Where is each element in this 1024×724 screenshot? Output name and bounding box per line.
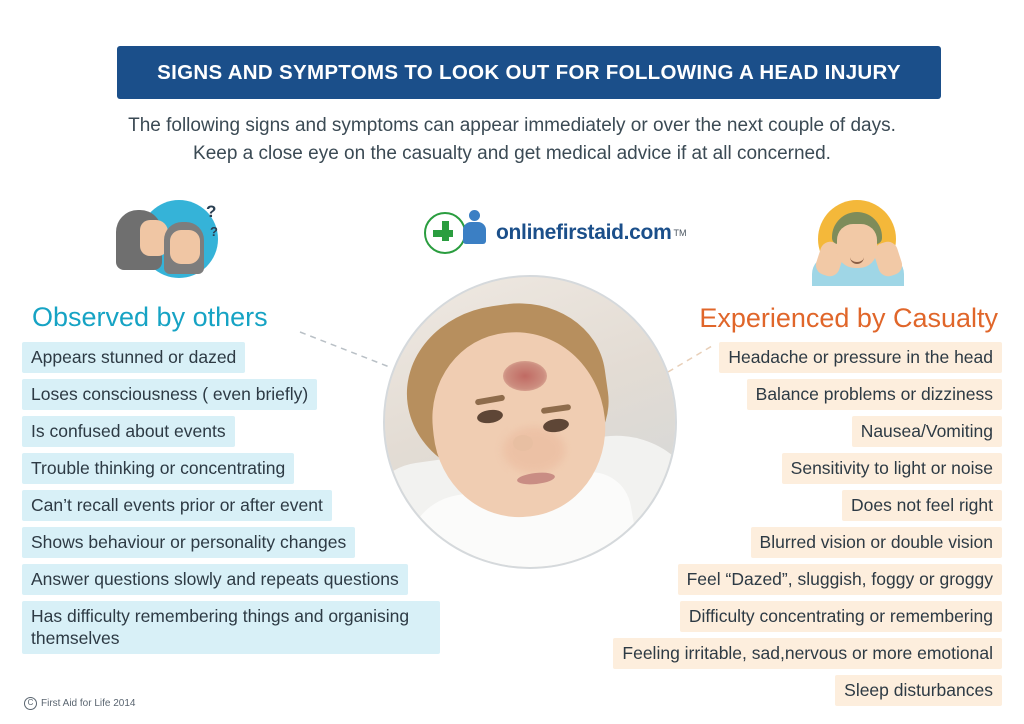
intro-line-1: The following signs and symptoms can appear immediately or over the next couple of days. <box>128 115 896 136</box>
list-item: Feeling irritable, sad,nervous or more emotional <box>613 638 1002 669</box>
copyright-icon: C <box>24 697 37 710</box>
page-title: SIGNS AND SYMPTOMS TO LOOK OUT FOR FOLLOWING A HEAD INJURY <box>157 60 901 84</box>
list-item: Has difficulty remembering things and organising themselves <box>22 601 440 654</box>
list-item: Is confused about events <box>22 416 235 447</box>
list-item: Does not feel right <box>842 490 1002 521</box>
casualty-face-icon <box>170 230 200 264</box>
left-symptom-list <box>22 342 492 660</box>
intro-text <box>0 112 1024 168</box>
page-title-bar <box>117 46 941 99</box>
left-column-heading: Observed by others <box>32 302 268 332</box>
list-item: Nausea/Vomiting <box>852 416 1002 447</box>
copyright-footer <box>24 697 136 710</box>
right-symptom-list <box>532 342 1002 712</box>
list-item: Can’t recall events prior or after event <box>22 490 332 521</box>
list-item: Sleep disturbances <box>835 675 1002 706</box>
list-item: Headache or pressure in the head <box>719 342 1002 373</box>
intro-line-2: Keep a close eye on the casualty and get medical advice if at all concerned. <box>193 143 831 164</box>
trademark-symbol: TM <box>673 228 687 238</box>
brand-logo <box>424 212 687 254</box>
medical-cross-icon <box>424 212 466 254</box>
question-mark-icon-2: ? <box>210 224 218 239</box>
observers-avatar <box>110 200 230 280</box>
copyright-text: First Aid for Life 2014 <box>41 698 136 709</box>
list-item: Balance problems or dizziness <box>747 379 1002 410</box>
brand-name: onlinefirstaid.com <box>496 221 672 244</box>
list-item: Blurred vision or double vision <box>751 527 1002 558</box>
list-item: Answer questions slowly and repeats questions <box>22 564 408 595</box>
list-item: Loses consciousness ( even briefly) <box>22 379 317 410</box>
question-mark-icon-1: ? <box>206 202 217 221</box>
person-icon <box>462 210 488 246</box>
list-item: Difficulty concentrating or remembering <box>680 601 1002 632</box>
right-column-heading: Experienced by Casualty <box>699 303 998 333</box>
casualty-avatar <box>804 200 914 282</box>
list-item: Sensitivity to light or noise <box>782 453 1002 484</box>
list-item: Appears stunned or dazed <box>22 342 245 373</box>
list-item: Trouble thinking or concentrating <box>22 453 294 484</box>
list-item: Feel “Dazed”, sluggish, foggy or groggy <box>678 564 1002 595</box>
list-item: Shows behaviour or personality changes <box>22 527 355 558</box>
